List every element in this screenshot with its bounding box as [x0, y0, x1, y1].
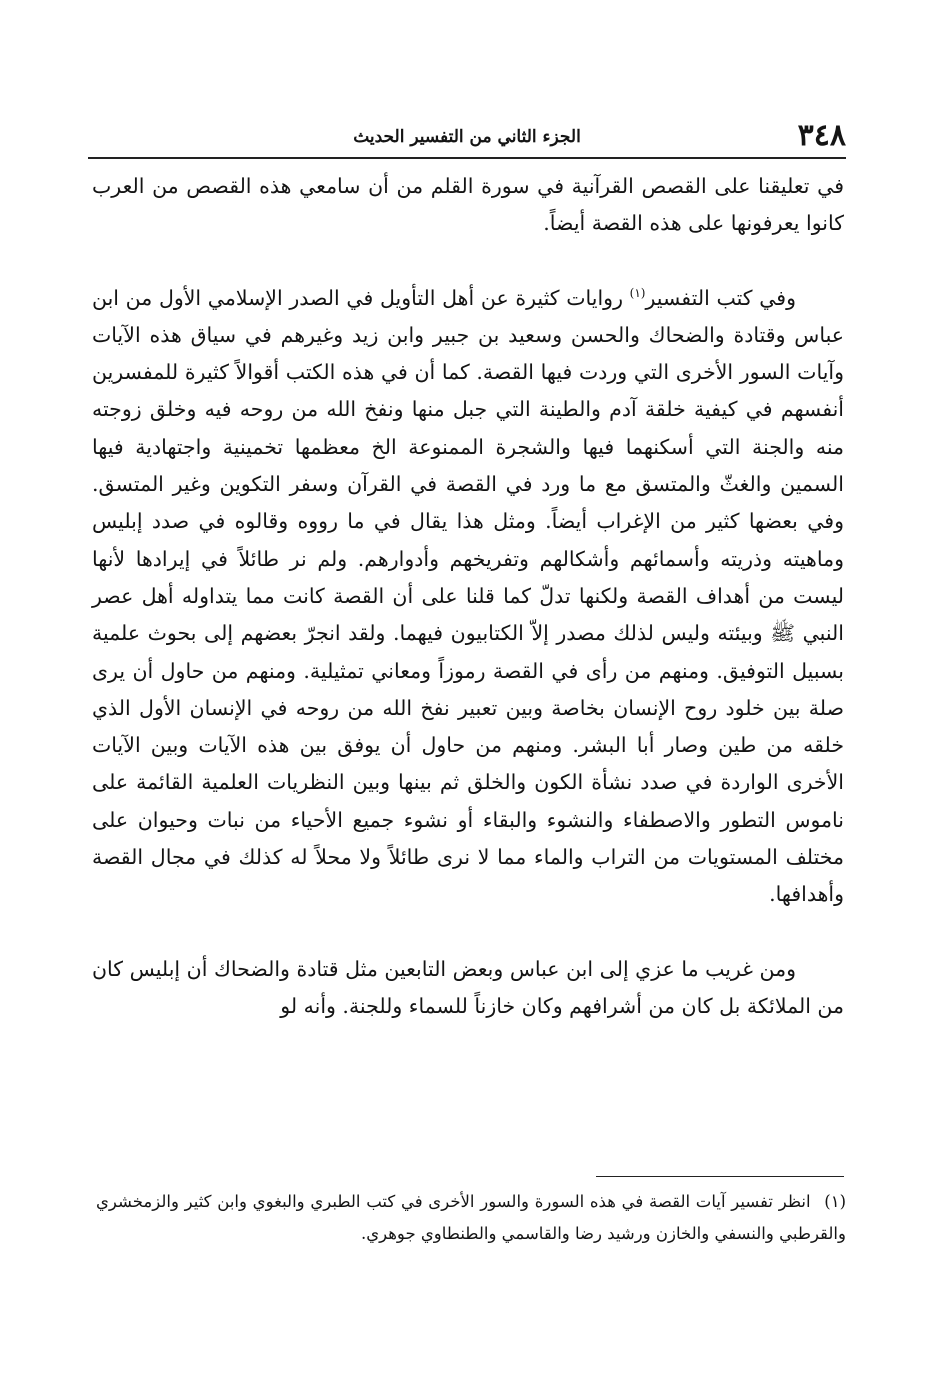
header-rule [88, 157, 846, 159]
running-title: الجزء الثاني من التفسير الحديث [353, 127, 581, 147]
paragraph-gap [92, 243, 844, 280]
paragraph-2-rest: روايات كثيرة عن أهل التأويل في الصدر الإسلامي الأول من ابن عباس وقتادة والضحاك والحسن وسعيد بن جبير وابن زيد وغيرهم في سياق هذه الآيات وآيات السور الأخرى التي وردت فيها القصة. كما أن في هذه الكتب أقوالاً كثيرة للمفسرين أنفسهم في كيفية خلقة آدم والطينة التي جبل منها ونفخ الله من روحه فيه وخلق زوجته منه والجنة التي أسكنهما فيها والشجرة الممنوعة الخ معظمها تخمينية واجتهادية فيها السمين والغثّ والمتسق مع ما ورد في القصة في القرآن وسفر التكوين وغير المتسق. وفي بعضها كثير من الإغراب أيضاً. ومثل هذا يقال في ما رووه وقالوه في صدد إبليس وماهيته وذريته وأسمائهم وأشكالهم وتفريخهم وأدوارهم. ولم نر طائلاً في إيرادها لأنها ليست من أهداف القصة ولكنها تدلّ كما قلنا على أن القصة كانت مما يتداوله أهل عصر النبي ﷺ وبيئته وليس لذلك مصدر إلاّ الكتابيون فيهما. ولقد انجرّ بعضهم إلى بحوث علمية بسبيل التوفيق. ومنهم من رأى في القصة رموزاً ومعاني تمثيلية. ومنهم من حاول أن يرى صلة بين خلود روح الإنسان بخاصة وبين تعبير نفخ الله من روحه في الإنسان الأول الذي خلقه من طين وصار أبا البشر. ومنهم من حاول أن يوفق بين هذه الآيات وبين الآيات الأخرى الواردة في صدد نشأة الكون والخلق ثم بينها وبين النظريات العلمية القائمة على ناموس التطور والاصطفاء والنشوء والبقاء أو نشوء جميع الأحياء من نبات وحيوان على مختلف المستويات من التراب والماء مما لا نرى طائلاً ولا محلاً له كذلك في مجال القصة وأهدافها. [92, 285, 844, 907]
footnote-marker: (١) [824, 1192, 846, 1211]
footnote [96, 1186, 846, 1250]
page-header [88, 118, 846, 158]
footnote-text: انظر تفسير آيات القصة في هذه السورة والسور الأخرى في كتب الطبري والبغوي وابن كثير والزمخشري والقرطبي والنسفي والخازن ورشيد رضا والقاسمي والطنطاوي جوهري. [96, 1192, 846, 1243]
paragraph-1: في تعليقنا على القصص القرآنية في سورة القلم من أن سامعي هذه القصص من العرب كانوا يعرفونها على هذه القصة أيضاً. [92, 174, 844, 236]
page-number: ٣٤٨ [797, 118, 846, 153]
paragraph-2-start: وفي كتب التفسير [645, 285, 796, 310]
paragraph-3: ومن غريب ما عزي إلى ابن عباس وبعض التابعين مثل قتادة والضحاك أن إبليس كان من الملائكة بل كان من أشرافهم وكان خازناً للسماء وللجنة. وأنه لو [92, 956, 844, 1018]
body-text [92, 168, 844, 1025]
footnote-reference: (١) [629, 285, 646, 300]
paragraph-gap [92, 914, 844, 951]
footnote-rule [596, 1176, 844, 1177]
paragraph-2 [92, 280, 844, 914]
